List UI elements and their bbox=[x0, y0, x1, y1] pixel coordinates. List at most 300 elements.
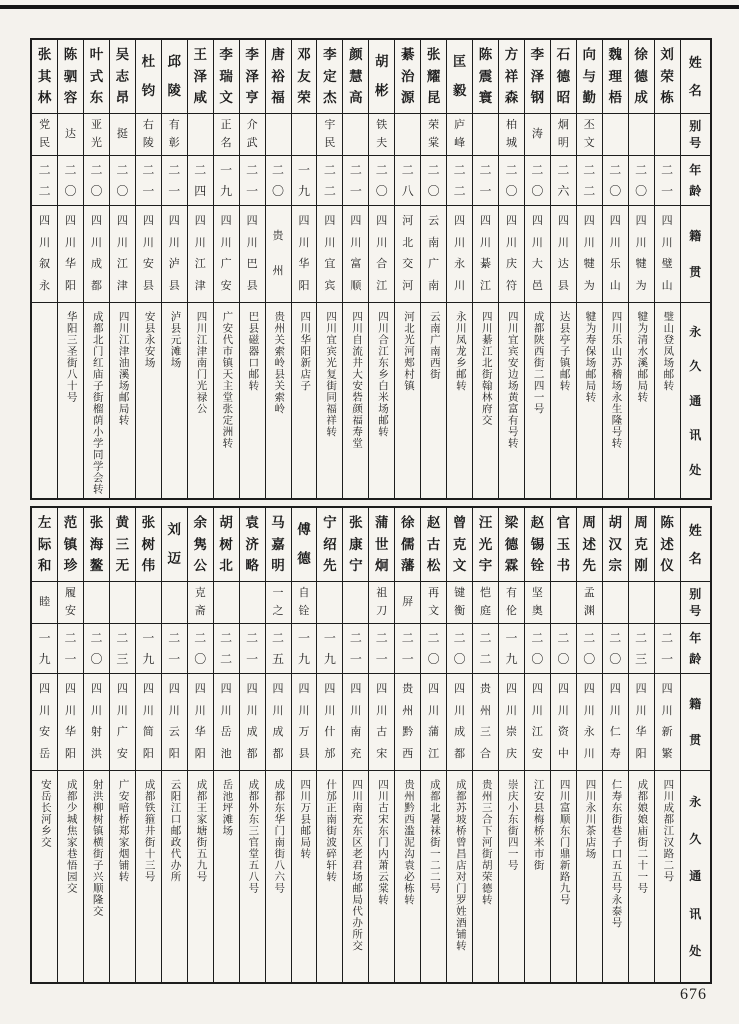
char: 二 bbox=[323, 183, 336, 198]
char: 〇 bbox=[90, 183, 103, 198]
char: 万 bbox=[298, 726, 310, 739]
origin-cell bbox=[577, 206, 602, 303]
char: 南 bbox=[350, 726, 362, 739]
person-column bbox=[213, 40, 239, 498]
address-cell bbox=[84, 303, 109, 498]
char: 四 bbox=[454, 683, 466, 696]
char: 〇 bbox=[635, 183, 648, 198]
char: 成 bbox=[454, 726, 466, 739]
char: 五 bbox=[272, 651, 285, 666]
alias-cell bbox=[110, 114, 135, 156]
char: 中 bbox=[557, 747, 569, 760]
char: 栋 bbox=[660, 90, 674, 106]
char: 二 bbox=[479, 163, 492, 178]
char: 有 bbox=[505, 587, 517, 600]
char: 川 bbox=[168, 236, 180, 249]
char: 九 bbox=[38, 651, 51, 666]
char: 之 bbox=[272, 604, 284, 617]
char: 一 bbox=[297, 631, 310, 646]
top-table bbox=[30, 38, 712, 500]
char: 川 bbox=[246, 704, 258, 717]
alias-cell bbox=[188, 582, 213, 624]
age-cell bbox=[188, 624, 213, 674]
person-column bbox=[394, 40, 420, 498]
char: 迈 bbox=[167, 551, 182, 567]
alias-cell bbox=[603, 582, 628, 624]
char: 梁 bbox=[504, 515, 519, 531]
char: 川 bbox=[90, 704, 102, 717]
origin-cell bbox=[655, 674, 680, 771]
char: 河 bbox=[402, 215, 414, 228]
char: 川 bbox=[609, 236, 621, 249]
char: 二 bbox=[557, 163, 570, 178]
char: 二 bbox=[479, 631, 492, 646]
char: 九 bbox=[220, 183, 233, 198]
char: 岳 bbox=[220, 726, 232, 739]
char: 四 bbox=[661, 215, 673, 228]
alias-cell bbox=[473, 582, 498, 624]
char: 川 bbox=[246, 236, 258, 249]
age-cell bbox=[551, 156, 576, 206]
name-cell bbox=[162, 508, 187, 582]
address-text: 泸县元滩场 bbox=[169, 311, 181, 369]
alias-cell bbox=[473, 114, 498, 156]
char: 永 bbox=[689, 795, 702, 810]
char: 达 bbox=[557, 258, 569, 271]
char: 荣 bbox=[428, 119, 440, 132]
char: 傅 bbox=[297, 522, 311, 538]
char: 三 bbox=[480, 726, 492, 739]
char: 和 bbox=[37, 558, 52, 574]
char: 成 bbox=[272, 726, 284, 739]
char: 恺 bbox=[480, 587, 492, 600]
alias-cell bbox=[136, 114, 161, 156]
name-cell bbox=[629, 40, 654, 114]
char: 成 bbox=[246, 726, 258, 739]
char: 二 bbox=[583, 183, 596, 198]
char: 宾 bbox=[324, 279, 336, 292]
char: 瑞 bbox=[219, 68, 233, 84]
char: 铨 bbox=[298, 604, 310, 617]
char: 川 bbox=[220, 704, 232, 717]
char: 富 bbox=[350, 258, 362, 271]
char: 克 bbox=[194, 587, 206, 600]
char: 什 bbox=[324, 726, 336, 739]
char: 彰 bbox=[168, 136, 180, 149]
origin-cell bbox=[317, 674, 342, 771]
char: 四 bbox=[350, 683, 362, 696]
age-cell bbox=[266, 624, 291, 674]
char: 四 bbox=[505, 215, 517, 228]
char: 赵 bbox=[530, 515, 545, 531]
alias-cell bbox=[525, 582, 550, 624]
char: 书 bbox=[556, 558, 571, 574]
char: 〇 bbox=[609, 183, 622, 198]
char: 泽 bbox=[193, 68, 207, 84]
address-text: 四川江津油溪场邮局转 bbox=[117, 311, 129, 426]
alias-cell bbox=[136, 582, 161, 624]
char: 四 bbox=[90, 683, 102, 696]
char: 新 bbox=[661, 726, 673, 739]
char: 玉 bbox=[556, 536, 571, 552]
char: 河 bbox=[402, 279, 414, 292]
char: 四 bbox=[194, 215, 206, 228]
char: 向 bbox=[582, 47, 597, 63]
char: 棠 bbox=[428, 136, 440, 149]
origin-cell bbox=[162, 674, 187, 771]
char: 理 bbox=[608, 68, 622, 84]
char: 二 bbox=[531, 631, 544, 646]
address-text: 四川宜宾光复街同福祥转 bbox=[325, 311, 337, 438]
name-cell bbox=[317, 508, 342, 582]
name-cell bbox=[292, 40, 317, 114]
char: 川 bbox=[480, 236, 492, 249]
char: 号 bbox=[689, 604, 702, 619]
char: 阳 bbox=[142, 747, 154, 760]
char: 云 bbox=[428, 215, 440, 228]
alias-cell bbox=[84, 582, 109, 624]
age-cell bbox=[214, 156, 239, 206]
char: 三 bbox=[635, 651, 648, 666]
char: 二 bbox=[220, 631, 233, 646]
alias-cell bbox=[629, 114, 654, 156]
char: 古 bbox=[376, 726, 388, 739]
name-cell bbox=[136, 40, 161, 114]
char: 先 bbox=[582, 558, 597, 574]
char: 二 bbox=[661, 631, 674, 646]
char: 祖 bbox=[376, 587, 388, 600]
age-cell bbox=[58, 156, 83, 206]
name-cell bbox=[240, 508, 265, 582]
char: 炯 bbox=[557, 119, 569, 132]
char: 邑 bbox=[531, 279, 543, 292]
char: 四 bbox=[609, 683, 621, 696]
char: 克 bbox=[452, 536, 467, 552]
char: 党 bbox=[39, 119, 51, 132]
origin-cell bbox=[32, 206, 57, 303]
char: 铁 bbox=[376, 119, 388, 132]
char: 霖 bbox=[504, 558, 519, 574]
person-column bbox=[83, 40, 109, 498]
char: 李 bbox=[323, 47, 337, 63]
person-column bbox=[524, 40, 550, 498]
person-column bbox=[420, 40, 446, 498]
char: 汉 bbox=[608, 536, 622, 552]
person-column bbox=[550, 508, 576, 982]
char: 县 bbox=[298, 747, 310, 760]
address-cell bbox=[317, 303, 342, 498]
alias-cell bbox=[162, 114, 187, 156]
person-column bbox=[265, 40, 291, 498]
char: 川 bbox=[635, 704, 647, 717]
alias-cell bbox=[551, 114, 576, 156]
alias-cell bbox=[58, 582, 83, 624]
char: 川 bbox=[428, 704, 440, 717]
person-column bbox=[135, 40, 161, 498]
char: 德 bbox=[556, 68, 571, 84]
name-cell bbox=[110, 508, 135, 582]
char: 别 bbox=[689, 586, 702, 601]
origin-cell bbox=[369, 674, 394, 771]
address-text: 成都陕西街二四一号 bbox=[532, 311, 544, 415]
char: 曾 bbox=[452, 515, 467, 531]
char: 为 bbox=[635, 279, 647, 292]
char: 二 bbox=[349, 163, 362, 178]
char: 〇 bbox=[505, 183, 518, 198]
char: 昆 bbox=[426, 90, 441, 106]
char: 川 bbox=[116, 704, 128, 717]
char: 四 bbox=[194, 183, 207, 198]
char: 川 bbox=[583, 747, 595, 760]
char: 〇 bbox=[453, 651, 466, 666]
char: 安 bbox=[142, 258, 154, 271]
char: 叙 bbox=[39, 258, 51, 271]
char: 文 bbox=[583, 136, 595, 149]
char: 自 bbox=[298, 587, 310, 600]
origin-cell bbox=[447, 674, 472, 771]
address-cell bbox=[343, 771, 368, 982]
address-cell bbox=[58, 771, 83, 982]
char: 四 bbox=[635, 215, 647, 228]
alias-cell bbox=[577, 114, 602, 156]
address-text: 贵州三合下河街胡荣德转 bbox=[480, 779, 492, 906]
origin-cell bbox=[110, 674, 135, 771]
char: 匡 bbox=[452, 54, 467, 70]
char: 二 bbox=[583, 163, 596, 178]
char: 四 bbox=[376, 215, 388, 228]
char: 民 bbox=[39, 136, 51, 149]
origin-cell bbox=[214, 674, 239, 771]
char: 安 bbox=[39, 726, 51, 739]
char: 二 bbox=[427, 631, 440, 646]
char: 孟 bbox=[583, 587, 595, 600]
char: 胡 bbox=[375, 54, 389, 70]
char: 一 bbox=[661, 651, 674, 666]
person-column bbox=[135, 508, 161, 982]
char: 夫 bbox=[376, 136, 388, 149]
name-cell bbox=[395, 508, 420, 582]
char: 贵 bbox=[272, 229, 284, 242]
char: 魏 bbox=[608, 47, 622, 63]
origin-cell bbox=[214, 206, 239, 303]
address-cell bbox=[473, 771, 498, 982]
person-column bbox=[576, 40, 602, 498]
person-column bbox=[161, 508, 187, 982]
name-cell bbox=[603, 508, 628, 582]
char: 二 bbox=[194, 631, 207, 646]
person-column bbox=[213, 508, 239, 982]
char: 川 bbox=[324, 236, 336, 249]
directory-tables bbox=[30, 38, 712, 984]
address-text: 成都铁箍井街十三号 bbox=[143, 779, 155, 883]
char: 四 bbox=[39, 215, 51, 228]
char: 姓 bbox=[688, 54, 702, 70]
age-cell bbox=[240, 156, 265, 206]
char: 刀 bbox=[376, 604, 388, 617]
char: 儒 bbox=[400, 536, 415, 552]
age-cell bbox=[655, 156, 680, 206]
char: 阳 bbox=[168, 747, 180, 760]
header-origin bbox=[681, 674, 710, 771]
char: 李 bbox=[530, 47, 545, 63]
char: 南 bbox=[428, 236, 440, 249]
char: 通 bbox=[689, 869, 702, 884]
age-cell bbox=[525, 156, 550, 206]
address-cell bbox=[84, 771, 109, 982]
name-cell bbox=[655, 40, 680, 114]
person-column bbox=[83, 508, 109, 982]
char: 炯 bbox=[375, 558, 389, 574]
person-column bbox=[32, 508, 57, 982]
address-text: 四川宜宾安边场黄富有号转 bbox=[506, 311, 518, 449]
char: 川 bbox=[194, 236, 206, 249]
alias-cell bbox=[395, 582, 420, 624]
char: 六 bbox=[557, 183, 570, 198]
char: 宇 bbox=[478, 558, 493, 574]
name-cell bbox=[58, 508, 83, 582]
address-cell bbox=[629, 771, 654, 982]
char: 仁 bbox=[609, 726, 621, 739]
char: 处 bbox=[689, 462, 702, 477]
char: 川 bbox=[324, 704, 336, 717]
char: 一 bbox=[323, 631, 336, 646]
char: 阳 bbox=[65, 747, 77, 760]
char: 介 bbox=[246, 119, 258, 132]
age-cell bbox=[369, 624, 394, 674]
char: 川 bbox=[557, 236, 569, 249]
address-text: 成都娘娘庙街二十一号 bbox=[636, 779, 648, 894]
name-cell bbox=[32, 40, 57, 114]
char: 华 bbox=[194, 726, 206, 739]
name-cell bbox=[369, 40, 394, 114]
char: 四 bbox=[531, 683, 543, 696]
alias-cell bbox=[292, 582, 317, 624]
char: 〇 bbox=[609, 651, 622, 666]
char: 峰 bbox=[454, 136, 466, 149]
char: 二 bbox=[661, 163, 674, 178]
char: 二 bbox=[38, 163, 51, 178]
char: 与 bbox=[582, 68, 597, 84]
address-text: 四川永川茶店场 bbox=[584, 779, 596, 860]
origin-cell bbox=[136, 206, 161, 303]
char: 州 bbox=[480, 704, 492, 717]
char: 一 bbox=[479, 183, 492, 198]
char: 北 bbox=[402, 236, 414, 249]
char: 川 bbox=[583, 704, 595, 717]
origin-cell bbox=[473, 674, 498, 771]
char: 民 bbox=[324, 136, 336, 149]
address-cell bbox=[655, 771, 680, 982]
address-text: 成都北暑袜街一二二号 bbox=[428, 779, 440, 894]
person-column bbox=[368, 508, 394, 982]
char: 〇 bbox=[557, 651, 570, 666]
age-cell bbox=[473, 156, 498, 206]
name-cell bbox=[499, 508, 524, 582]
char: 一 bbox=[168, 183, 181, 198]
char: 达 bbox=[65, 128, 77, 140]
char: 成 bbox=[90, 258, 102, 271]
char: 勤 bbox=[582, 90, 597, 106]
person-column bbox=[498, 508, 524, 982]
char: 治 bbox=[400, 68, 415, 84]
origin-cell bbox=[629, 206, 654, 303]
char: 邱 bbox=[167, 54, 182, 70]
address-text: 成都苏坡桥曾昌店对门罗姓酒铺转 bbox=[454, 779, 466, 952]
char: 〇 bbox=[531, 651, 544, 666]
char: 其 bbox=[37, 68, 52, 84]
char: 巴 bbox=[246, 258, 258, 271]
char: 四 bbox=[324, 683, 336, 696]
char: 〇 bbox=[272, 183, 285, 198]
age-cell bbox=[343, 624, 368, 674]
person-column bbox=[239, 40, 265, 498]
char: 张 bbox=[426, 47, 441, 63]
char: 池 bbox=[220, 747, 232, 760]
char: 明 bbox=[271, 558, 285, 574]
address-cell bbox=[655, 303, 680, 498]
person-column bbox=[57, 508, 83, 982]
origin-cell bbox=[603, 206, 628, 303]
char: 二 bbox=[246, 631, 259, 646]
char: 二 bbox=[453, 631, 466, 646]
alias-cell bbox=[214, 114, 239, 156]
address-text: 河北光河郏村镇 bbox=[402, 311, 414, 392]
person-column bbox=[109, 40, 135, 498]
name-cell bbox=[525, 40, 550, 114]
alias-cell bbox=[240, 582, 265, 624]
address-text: 成都东华门南街八六号 bbox=[273, 779, 285, 894]
char: 铨 bbox=[530, 558, 545, 574]
age-cell bbox=[84, 156, 109, 206]
origin-cell bbox=[136, 674, 161, 771]
char: 胡 bbox=[608, 515, 622, 531]
char: 川 bbox=[65, 704, 77, 717]
char: 贯 bbox=[689, 265, 702, 279]
person-column bbox=[576, 508, 602, 982]
alias-cell bbox=[395, 114, 420, 156]
char: 都 bbox=[454, 747, 466, 760]
char: 二 bbox=[375, 631, 388, 646]
char: 籍 bbox=[689, 229, 702, 243]
char: 光 bbox=[90, 136, 102, 149]
char: 都 bbox=[246, 747, 258, 760]
person-column bbox=[291, 508, 317, 982]
person-column bbox=[109, 508, 135, 982]
char: 崇 bbox=[505, 726, 517, 739]
char: 涛 bbox=[531, 128, 543, 140]
address-text: 四川富顺东门鼎新路九号 bbox=[558, 779, 570, 906]
origin-cell bbox=[188, 206, 213, 303]
char: 克 bbox=[634, 536, 648, 552]
age-cell bbox=[447, 624, 472, 674]
char: 一 bbox=[38, 631, 51, 646]
address-text: 四川合江东乡白米场邮转 bbox=[377, 311, 389, 438]
name-cell bbox=[395, 40, 420, 114]
char: 颜 bbox=[349, 47, 363, 63]
char: 一 bbox=[64, 651, 77, 666]
char: 川 bbox=[90, 236, 102, 249]
origin-cell bbox=[525, 206, 550, 303]
char: 东 bbox=[89, 90, 104, 106]
address-cell bbox=[447, 303, 472, 498]
address-cell bbox=[499, 303, 524, 498]
char: 四 bbox=[480, 215, 492, 228]
char: 四 bbox=[65, 683, 77, 696]
name-cell bbox=[317, 40, 342, 114]
char: 一 bbox=[272, 587, 284, 600]
address-cell bbox=[292, 771, 317, 982]
char: 二 bbox=[272, 631, 285, 646]
